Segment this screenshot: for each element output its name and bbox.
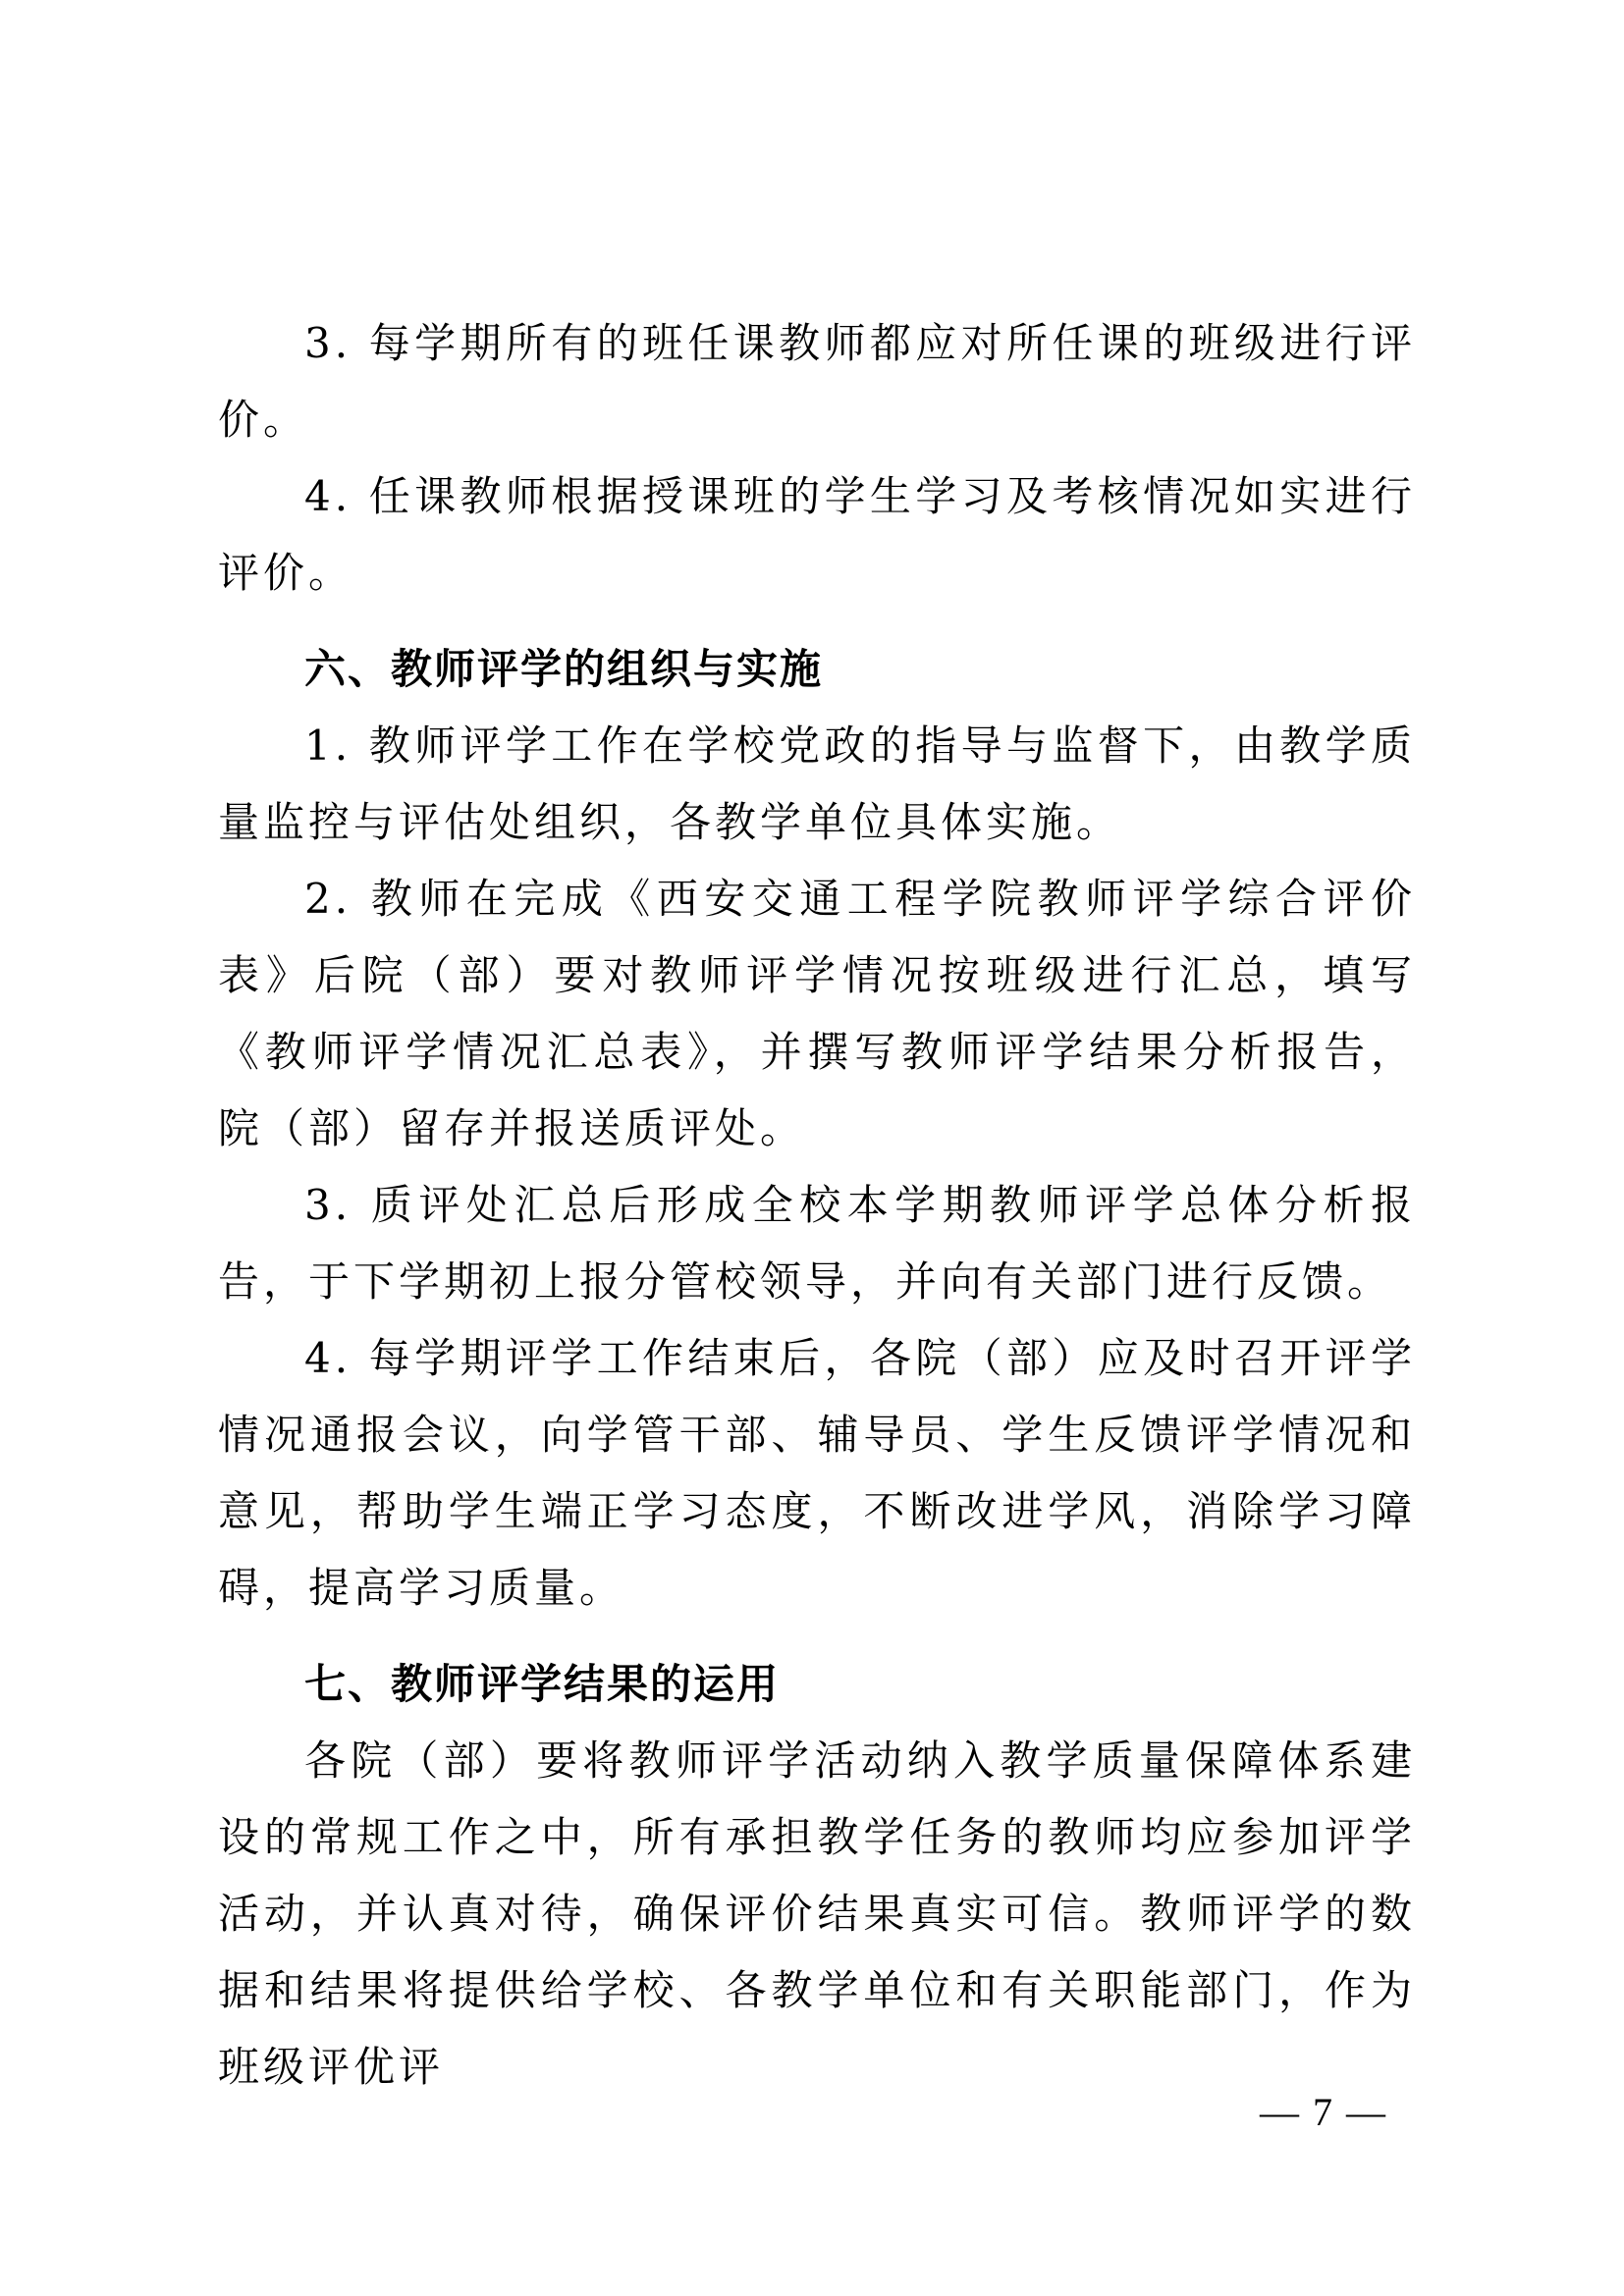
section-6-paragraph-4: 4. 每学期评学工作结束后，各院（部）应及时召开评学情况通报会议，向学管干部、辅导员、学生反馈评学情况和意见，帮助学生端正学习态度，不断改进学风，消除学习障碍，提高学习质量。 [218,1334,1416,1612]
section-7-paragraph-1: 各院（部）要将教师评学活动纳入教学质量保障体系建设的常规工作之中，所有承担教学任务的教师均应参加评学活动，并认真对待，确保评价结果真实可信。教师评学的数据和结果将提供给学校、各教学单位和有关职能部门，作为班级评优评 [218,1736,1416,2091]
section-6-paragraph-3: 3. 质评处汇总后形成全校本学期教师评学总体分析报告，于下学期初上报分管校领导，并向有关部门进行反馈。 [218,1181,1416,1306]
section-6-paragraph-2: 2. 教师在完成《西安交通工程学院教师评学综合评价表》后院（部）要对教师评学情况按班级进行汇总，填写《教师评学情况汇总表》，并撰写教师评学结果分析报告，院（部）留存并报送质评处。 [218,875,1416,1152]
document-body [218,305,1416,2106]
section-6-paragraph-1: 1. 教师评学工作在学校党政的指导与监督下，由教学质量监控与评估处组织，各教学单位具体实施。 [218,721,1416,846]
section-6-heading: 六、教师评学的组织与实施 [304,645,824,693]
paragraph-item-4: 4. 任课教师根据授课班的学生学习及考核情况如实进行评价。 [218,472,1416,597]
section-7-heading: 七、教师评学结果的运用 [304,1660,781,1708]
page-number: — 7 — [1260,2090,1387,2134]
paragraph-item-3: 3. 每学期所有的班任课教师都应对所任课的班级进行评价。 [218,319,1416,444]
